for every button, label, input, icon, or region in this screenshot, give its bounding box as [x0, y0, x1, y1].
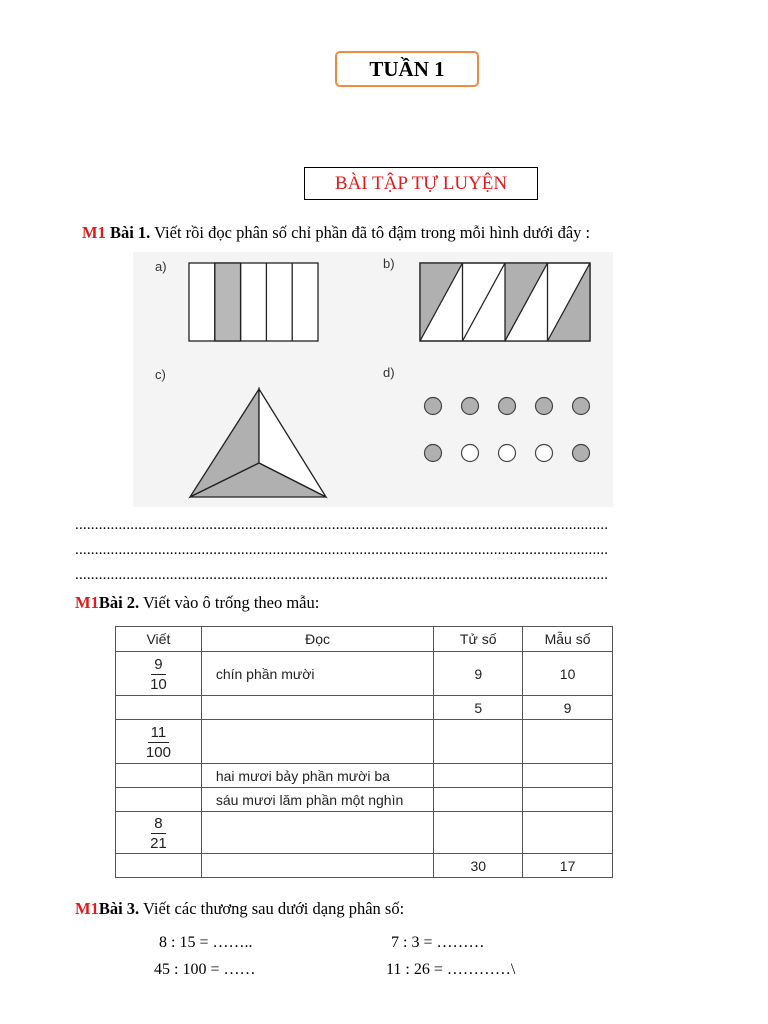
numerator-cell[interactable]: [434, 764, 523, 788]
denominator-cell: 17: [523, 854, 613, 878]
figure-a-label: a): [155, 259, 167, 274]
exercise-2-text: Viết vào ô trống theo mẫu:: [139, 593, 320, 612]
exercise-1-level: M1: [82, 223, 106, 242]
exercise-1-heading: [82, 223, 590, 243]
section-title-box: [304, 167, 538, 200]
denominator-cell[interactable]: [523, 812, 613, 854]
exercise-2-number: Bài 2.: [98, 593, 140, 612]
table-row: [116, 854, 613, 878]
exercise-1-number: Bài 1.: [109, 223, 151, 242]
division-item-2: 7 : 3 = ………: [391, 934, 485, 951]
write-cell[interactable]: [116, 854, 202, 878]
exercise-3-level: M1: [75, 899, 99, 918]
denominator-cell[interactable]: [523, 720, 613, 764]
table-row: [116, 696, 613, 720]
numerator-cell[interactable]: [434, 812, 523, 854]
header-tu-so: Tử số: [434, 627, 523, 652]
division-item-1: 8 : 15 = ……..: [159, 934, 253, 951]
numerator: 8: [151, 816, 165, 834]
denominator: 100: [145, 743, 171, 761]
write-cell[interactable]: [116, 788, 202, 812]
answer-line-1[interactable]: .......................................................................................................................................: [75, 518, 609, 533]
exercise-2-level: M1: [75, 593, 99, 612]
read-cell[interactable]: [201, 696, 434, 720]
numerator: 9: [151, 657, 165, 675]
exercise-2-heading: [75, 593, 319, 613]
numerator-cell: 9: [434, 652, 523, 696]
numerator-cell: 30: [434, 854, 523, 878]
numerator-cell[interactable]: [434, 788, 523, 812]
exercise-1-figure-area: [133, 252, 613, 507]
numerator: 11: [148, 725, 170, 743]
figure-d-label: d): [383, 365, 395, 380]
answer-line-3[interactable]: .......................................................................................................................................: [75, 568, 609, 583]
table-row: [116, 788, 613, 812]
table-row: [116, 764, 613, 788]
numerator-cell: 5: [434, 696, 523, 720]
section-title: BÀI TẬP TỰ LUYỆN: [334, 172, 508, 194]
write-cell[interactable]: [116, 696, 202, 720]
header-doc: Đọc: [201, 627, 434, 652]
exercise-3-heading: [75, 899, 404, 919]
fraction: [146, 725, 171, 760]
week-title: TUẦN 1: [369, 56, 445, 81]
write-cell: [116, 812, 202, 854]
table-header-row: [116, 627, 613, 652]
read-cell: sáu mươi lăm phần một nghìn: [201, 788, 434, 812]
header-mau-so: Mẫu số: [523, 627, 613, 652]
denominator-cell: 10: [523, 652, 613, 696]
figure-c-label: c): [155, 367, 166, 382]
week-title-box: [335, 51, 479, 87]
figure-a-striped-rectangle: [189, 263, 318, 341]
fraction-table: [115, 626, 613, 878]
exercise-3-number: Bài 3.: [98, 899, 140, 918]
exercise-1-text: Viết rồi đọc phân số chỉ phần đã tô đậm trong mỗi hình dưới đây :: [150, 223, 591, 242]
fraction: [150, 816, 167, 851]
denominator: 21: [150, 834, 167, 852]
exercise-3-text: Viết các thương sau dưới dạng phân số:: [139, 899, 405, 918]
read-cell[interactable]: [201, 812, 434, 854]
fraction: [150, 657, 167, 692]
figure-b-diagonal-rectangle: [420, 263, 590, 341]
figure-c-triangle: [190, 389, 326, 497]
exercise-1-figures: [133, 252, 613, 507]
denominator: 10: [150, 675, 167, 693]
denominator-cell: 9: [523, 696, 613, 720]
write-cell[interactable]: [116, 764, 202, 788]
table-row: [116, 652, 613, 696]
division-item-3: 45 : 100 = ……: [154, 961, 256, 978]
figure-b-label: b): [383, 256, 395, 271]
read-cell: chín phần mười: [201, 652, 434, 696]
read-cell: hai mươi bảy phần mười ba: [201, 764, 434, 788]
table-row: [116, 812, 613, 854]
denominator-cell[interactable]: [523, 764, 613, 788]
figure-d-circles: [425, 398, 590, 462]
write-cell: [116, 720, 202, 764]
numerator-cell[interactable]: [434, 720, 523, 764]
division-item-4: 11 : 26 = …………\: [386, 961, 516, 978]
write-cell: [116, 652, 202, 696]
table-row: [116, 720, 613, 764]
header-viet: Viết: [116, 627, 202, 652]
answer-line-2[interactable]: .......................................................................................................................................: [75, 543, 609, 558]
read-cell[interactable]: [201, 854, 434, 878]
read-cell[interactable]: [201, 720, 434, 764]
denominator-cell[interactable]: [523, 788, 613, 812]
